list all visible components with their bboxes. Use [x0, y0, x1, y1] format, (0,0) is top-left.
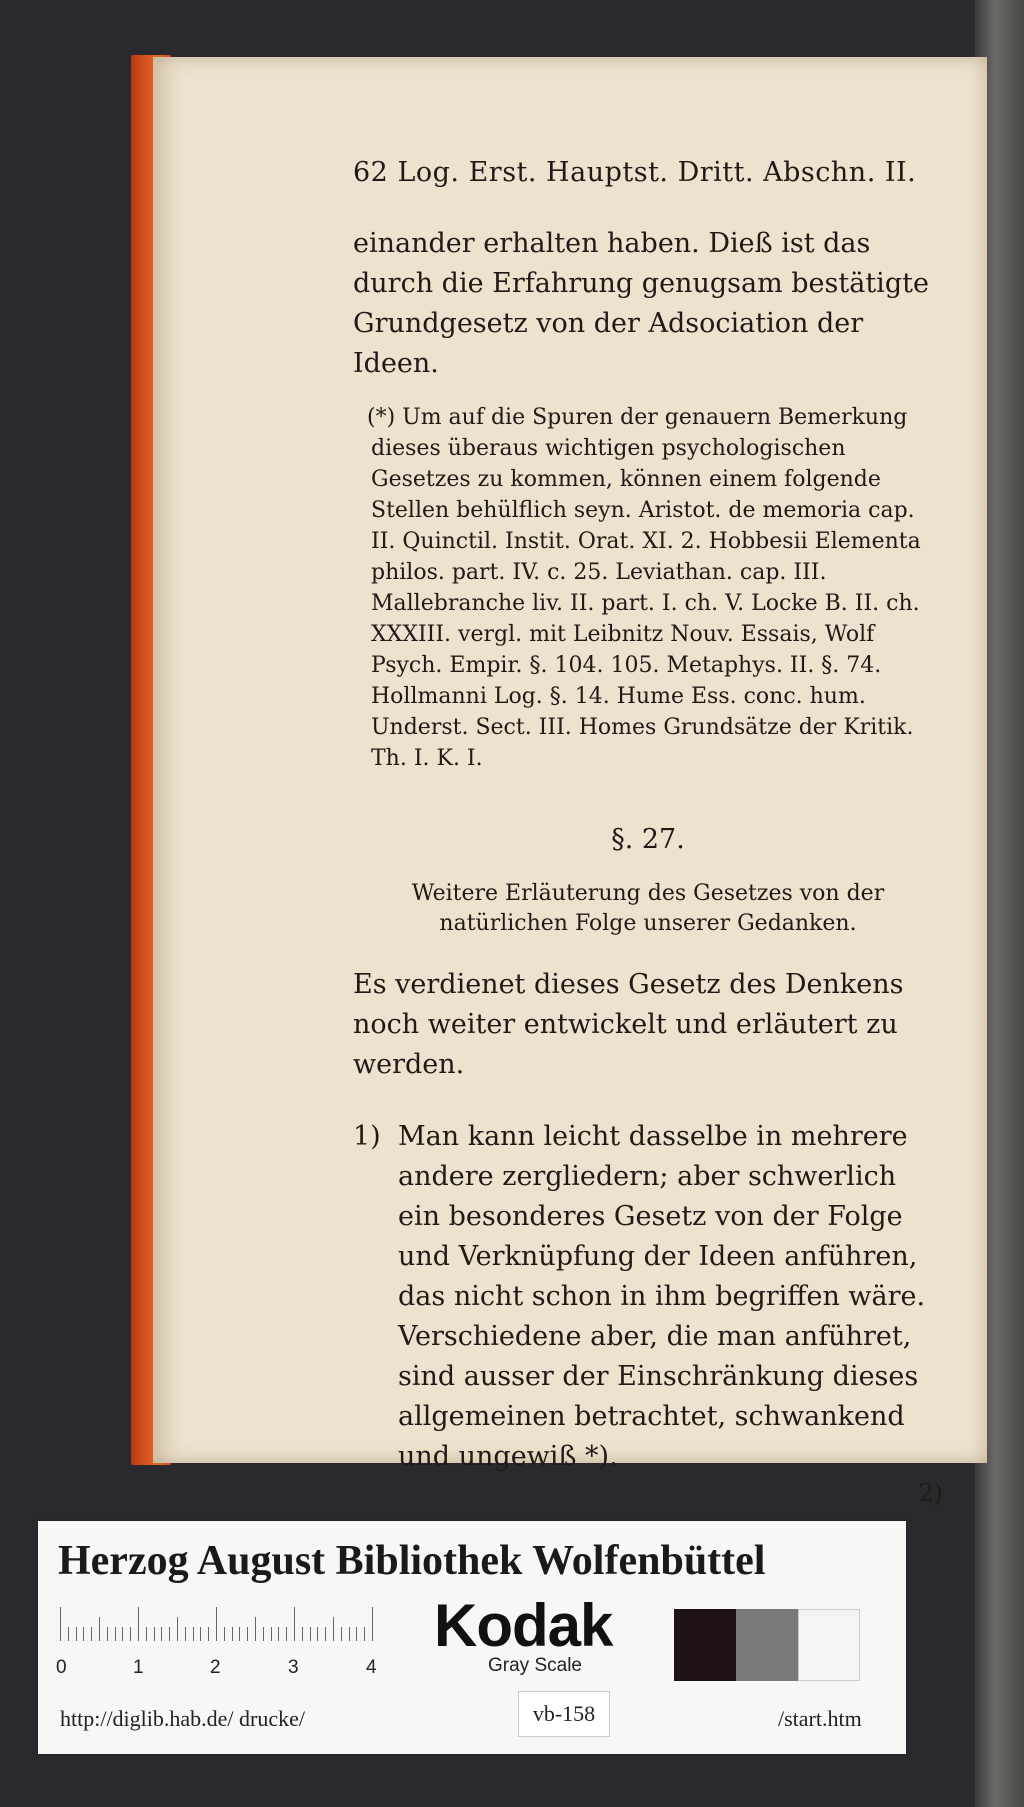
ruler-tick: [130, 1627, 131, 1641]
ruler-label: 3: [288, 1657, 299, 1678]
ruler-tick: [161, 1627, 162, 1641]
ruler-tick: [115, 1627, 116, 1641]
gray-scale-label: Gray Scale: [488, 1655, 582, 1676]
library-name: Herzog August Bibliothek Wolfenbüttel: [58, 1538, 766, 1584]
ruler-label: 1: [133, 1657, 144, 1678]
ruler-tick: [83, 1627, 84, 1641]
ruler-tick: [294, 1607, 295, 1641]
ruler-tick: [122, 1627, 123, 1641]
ruler-tick: [177, 1617, 178, 1641]
ruler-tick: [349, 1627, 350, 1641]
ruler-tick: [146, 1627, 147, 1641]
list-item: [353, 1117, 943, 1477]
running-head: 62 Log. Erst. Hauptst. Dritt. Abschn. II.: [353, 157, 917, 188]
ruler-tick: [76, 1627, 77, 1641]
ruler-tick: [200, 1627, 201, 1641]
footnote: (*) Um auf die Spuren der genauern Bemerkung dieses überaus wichtigen psychologischen Gesetzes zu kommen, können einem folgende Stellen behülflich seyn. Aristot. de memoria cap. II. Quinctil. Instit. Orat. XI. 2. Hobbesii Elementa philos. part. IV. c. 25. Leviathan. cap. III. Mallebranche liv. II. part. I. ch. V. Locke B. II. ch. XXXIII. vergl. mit Leibnitz Nouv. Essais, Wolf Psych. Empir. §. 104. 105. Metaphys. II. §. 74. Hollmanni Log. §. 14. Hume Ess. conc. hum. Underst. Sect. III. Homes Grundsätze der Kritik. Th. I. K. I.: [367, 405, 921, 771]
ruler-tick: [271, 1627, 272, 1641]
ruler: [60, 1601, 380, 1641]
intro-paragraph: einander erhalten haben. Dieß ist das durch die Erfahrung genugsam bestätigte Grundgesetz von der Adsociation der Ideen.: [353, 228, 929, 379]
section-intro: Es verdienet dieses Gesetz des Denkens noch weiter entwickelt und erläutert zu werden.: [353, 969, 904, 1080]
list-item-number: 1): [353, 1121, 381, 1152]
ruler-tick: [224, 1627, 225, 1641]
ruler-tick: [247, 1627, 248, 1641]
ruler-tick: [193, 1627, 194, 1641]
ruler-tick: [216, 1607, 217, 1641]
ruler-label: 2: [210, 1657, 221, 1678]
gray-swatch-dark: [674, 1609, 736, 1681]
catchword: 2): [918, 1479, 943, 1507]
ruler-tick: [138, 1607, 139, 1641]
ruler-tick: [317, 1627, 318, 1641]
list-item-text: Man kann leicht dasselbe in mehrere andere zergliedern; aber schwerlich ein besonderes Gesetz von der Folge und Verknüpfung der Ideen anführen, das nicht schon in ihm begriffen wäre. Verschiedene aber, die man anführet, sind ausser der Einschränkung dieses allgemeinen betrachtet, schwankend und ungewiß *).: [398, 1121, 926, 1472]
ruler-tick: [232, 1627, 233, 1641]
ruler-tick: [364, 1627, 365, 1641]
ruler-tick: [99, 1617, 100, 1641]
ruler-tick: [185, 1627, 186, 1641]
book: [131, 55, 987, 1507]
ruler-tick: [286, 1627, 287, 1641]
ruler-tick: [169, 1627, 170, 1641]
book-page: [153, 57, 987, 1507]
ruler-tick: [255, 1617, 256, 1641]
ruler-tick: [239, 1627, 240, 1641]
color-target-card: [38, 1521, 906, 1754]
shelfmark-label: vb-158: [518, 1691, 610, 1737]
ruler-tick: [91, 1627, 92, 1641]
ruler-tick: [333, 1617, 334, 1641]
url-prefix: http://diglib.hab.de/ drucke/: [60, 1706, 306, 1731]
kodak-logo: Kodak: [434, 1592, 613, 1659]
ruler-tick: [263, 1627, 264, 1641]
ruler-tick: [341, 1627, 342, 1641]
url-suffix: /start.htm: [778, 1706, 862, 1731]
gray-swatch-light: [798, 1609, 860, 1681]
gray-swatch-mid: [736, 1609, 798, 1681]
ruler-tick: [325, 1627, 326, 1641]
ruler-tick: [372, 1607, 373, 1641]
ruler-tick: [278, 1627, 279, 1641]
ruler-tick: [154, 1627, 155, 1641]
ruler-tick: [107, 1627, 108, 1641]
ruler-tick: [68, 1627, 69, 1641]
ruler-tick: [310, 1627, 311, 1641]
ruler-tick: [302, 1627, 303, 1641]
page-text-block: [353, 137, 943, 1507]
ruler-tick: [60, 1607, 61, 1641]
section-title: Weitere Erläuterung des Gesetzes von der natürlichen Folge unserer Gedanken.: [411, 881, 885, 936]
ruler-label: 4: [366, 1657, 377, 1678]
section-number: §. 27.: [611, 824, 685, 855]
ruler-label: 0: [56, 1657, 67, 1678]
ruler-tick: [356, 1627, 357, 1641]
ruler-tick: [208, 1627, 209, 1641]
